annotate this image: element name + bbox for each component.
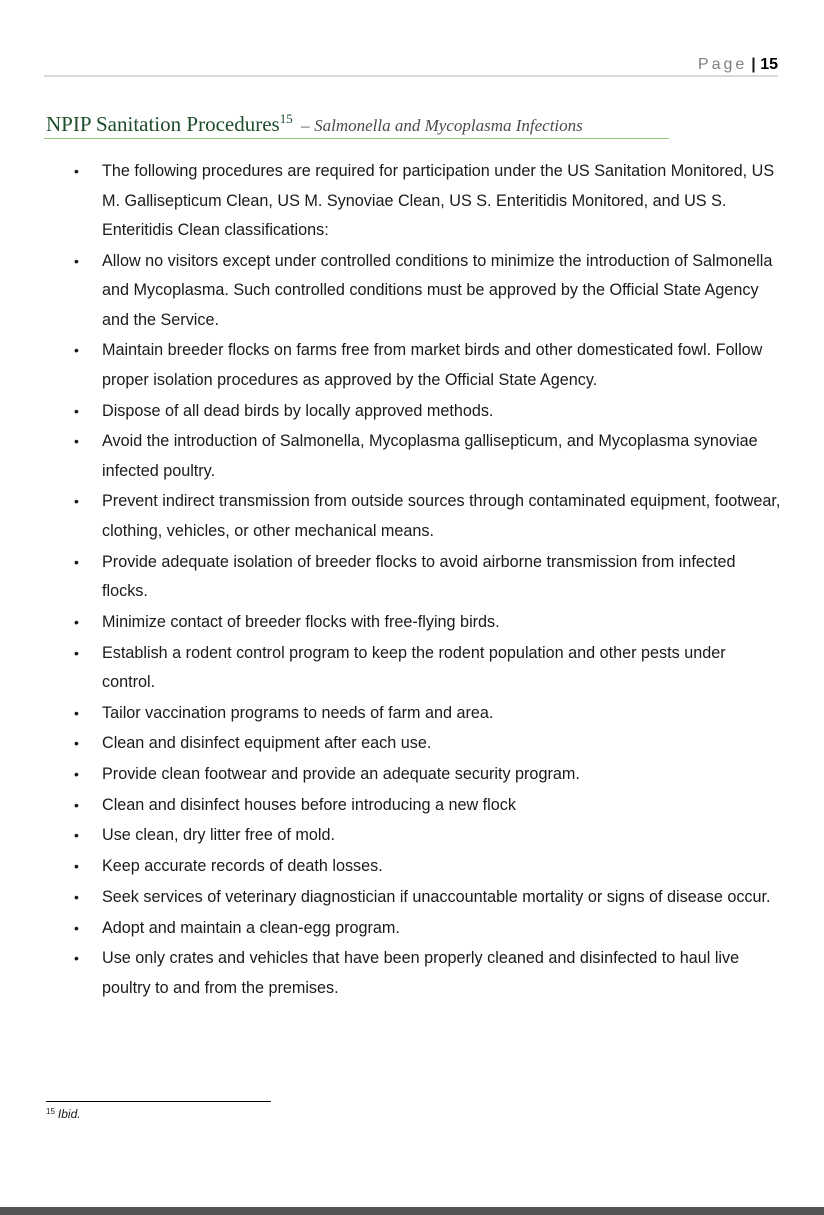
list-item <box>0 944 782 1003</box>
list-item-text: Clean and disinfect equipment after each use. <box>102 734 432 753</box>
list-item-text: Establish a rodent control program to keep the rodent population and other pests under control. <box>102 643 726 691</box>
bullet-icon: • <box>74 493 79 510</box>
section-title <box>46 111 669 137</box>
list-item-text: Avoid the introduction of Salmonella, Mycoplasma gallisepticum, and Mycoplasma synoviae infected poultry. <box>102 432 758 480</box>
bullet-icon: • <box>74 613 79 630</box>
list-item-text: Allow no visitors except under controlled conditions to minimize the introduction of Salmonella and Mycoplasma. Such controlled conditions must be approved by the Official State Agency and the Service. <box>102 251 773 329</box>
procedures-list <box>0 157 782 1004</box>
list-item-text: Maintain breeder flocks on farms free from market birds and other domesticated fowl. Follow proper isolation procedures as approved by the Official State Agency. <box>102 341 763 389</box>
list-item-text: Clean and disinfect houses before introducing a new flock <box>102 795 516 814</box>
list-item-text: Provide clean footwear and provide an adequate security program. <box>102 765 580 784</box>
list-item <box>0 247 782 336</box>
page-word: Page <box>697 56 748 73</box>
header-divider <box>44 75 778 77</box>
list-item-text: Seek services of veterinary diagnostician if unaccountable mortality or signs of disease occur. <box>102 887 771 906</box>
list-item <box>0 608 782 638</box>
list-item <box>0 157 782 246</box>
bullet-icon: • <box>74 735 79 752</box>
title-footnote-ref[interactable]: 15 <box>279 111 293 126</box>
footnote-text: Ibid. <box>57 1107 81 1121</box>
list-item-text: Keep accurate records of death losses. <box>102 857 383 876</box>
list-item <box>0 548 782 607</box>
list-item-text: Use clean, dry litter free of mold. <box>102 826 336 845</box>
title-subtitle: Salmonella and Mycoplasma Infections <box>314 116 583 135</box>
page-header <box>44 55 778 75</box>
bullet-icon: • <box>74 402 79 419</box>
list-item-text: Tailor vaccination programs to needs of farm and area. <box>102 703 494 722</box>
list-item <box>0 397 782 427</box>
bullet-icon: • <box>74 644 79 661</box>
list-item <box>0 336 782 395</box>
page-number: 15 <box>760 56 778 73</box>
footnote-number: 15 <box>46 1107 55 1116</box>
list-item <box>0 427 782 486</box>
list-item-text: Prevent indirect transmission from outside sources through contaminated equipment, footwear, clothing, vehicles, or other mechanical means. <box>102 492 781 540</box>
list-item <box>0 639 782 698</box>
bullet-icon: • <box>74 553 79 570</box>
footnote-divider <box>46 1101 271 1102</box>
list-item <box>0 791 782 821</box>
bullet-icon: • <box>74 858 79 875</box>
page-number-label <box>698 55 778 75</box>
bullet-icon: • <box>74 163 79 179</box>
bullet-icon: • <box>74 919 79 936</box>
list-item <box>0 487 782 546</box>
bullet-icon: • <box>74 888 79 905</box>
bullet-icon: • <box>74 827 79 844</box>
list-item <box>0 914 782 944</box>
bullet-icon: • <box>74 433 79 450</box>
bullet-icon: • <box>74 950 79 967</box>
list-item-text: Dispose of all dead birds by locally approved methods. <box>102 401 494 420</box>
bullet-icon: • <box>74 766 79 783</box>
bottom-bar <box>0 1207 824 1215</box>
list-item <box>0 760 782 790</box>
list-item <box>0 699 782 729</box>
list-item-text: Adopt and maintain a clean-egg program. <box>102 918 400 937</box>
bullet-icon: • <box>74 252 79 269</box>
page-separator: | <box>751 56 756 73</box>
list-item <box>0 852 782 882</box>
list-item-text: Minimize contact of breeder flocks with free-flying birds. <box>102 612 500 631</box>
bullet-icon: • <box>74 796 79 813</box>
list-item-text: The following procedures are required for participation under the US Sanitation Monitored, US M. Gallisepticum Clean, US M. Synoviae Clean, US S. Enteritidis Monitored, and US S. Enteritidis Clean classifications: <box>102 162 775 239</box>
title-underline <box>44 138 669 139</box>
list-item-text: Provide adequate isolation of breeder flocks to avoid airborne transmission from infected flocks. <box>102 552 736 601</box>
bullet-icon: • <box>74 342 79 359</box>
list-item <box>0 729 782 759</box>
footnote <box>46 1107 81 1121</box>
title-main: NPIP Sanitation Procedures <box>46 112 280 136</box>
list-item-text: Use only crates and vehicles that have been properly cleaned and disinfected to haul live poultry to and from the premises. <box>102 949 740 997</box>
list-item <box>0 821 782 851</box>
bullet-icon: • <box>74 704 79 721</box>
list-item <box>0 883 782 913</box>
title-dash: – <box>301 116 310 135</box>
